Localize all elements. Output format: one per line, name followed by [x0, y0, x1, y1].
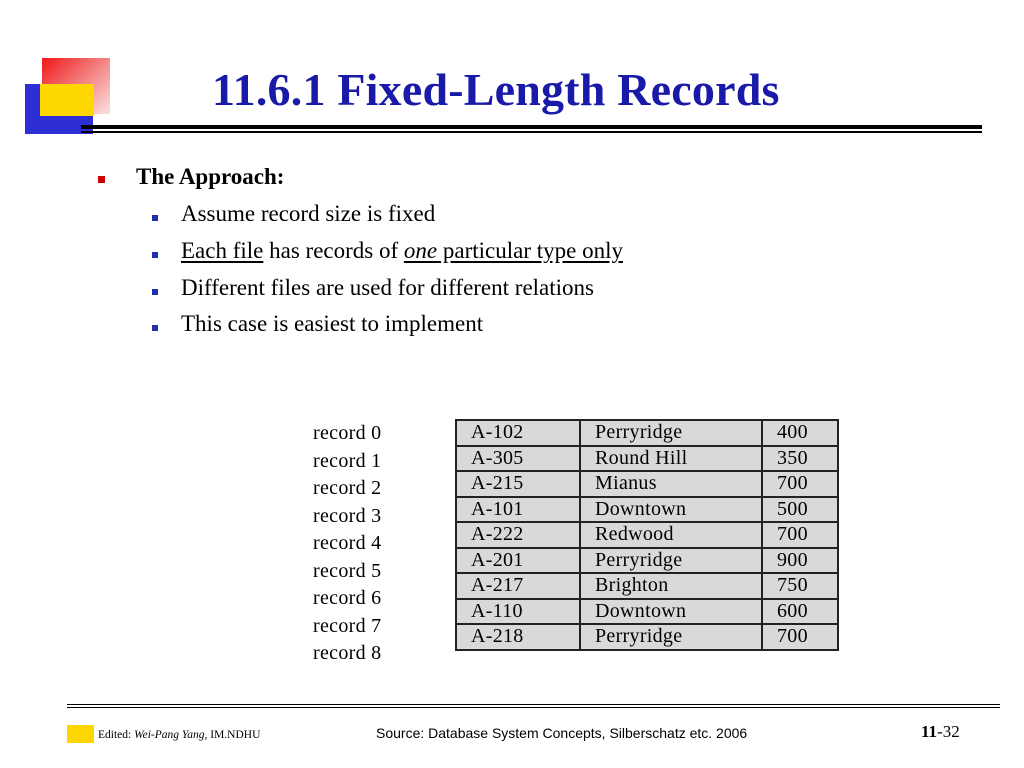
account-cell: A-102	[456, 420, 580, 446]
record-label: record 1	[313, 449, 382, 472]
branch-cell: Downtown	[580, 599, 762, 625]
sub-bullet-square-icon	[152, 325, 158, 331]
page-number	[921, 722, 960, 742]
account-cell: A-222	[456, 522, 580, 548]
logo-yellow-square	[40, 84, 94, 116]
table-row	[456, 599, 838, 625]
balance-cell: 900	[762, 548, 838, 574]
balance-cell: 750	[762, 573, 838, 599]
page-suffix: -32	[937, 722, 960, 741]
record-label: record 5	[313, 559, 382, 582]
table-row	[456, 497, 838, 523]
record-label: record 6	[313, 587, 382, 609]
sub-bullet-square-icon	[152, 215, 158, 221]
account-cell: A-215	[456, 471, 580, 497]
table-row	[456, 471, 838, 497]
edited-label: Edited:	[98, 729, 135, 741]
records-table	[455, 419, 839, 651]
bullet-fixed-size: Assume record size is fixed	[181, 201, 436, 226]
record-label: record 7	[313, 614, 382, 637]
balance-cell: 700	[762, 522, 838, 548]
title-rule-thin	[81, 131, 982, 133]
table-row	[456, 573, 838, 599]
particular-type-underlined: particular type only	[437, 238, 623, 263]
bullet-easiest: This case is easiest to implement	[181, 311, 484, 336]
footer-rule	[67, 707, 1000, 708]
account-cell: A-101	[456, 497, 580, 523]
balance-cell: 700	[762, 624, 838, 650]
branch-cell: Mianus	[580, 471, 762, 497]
record-label: record 8	[313, 642, 382, 664]
sub-bullet-square-icon	[152, 289, 158, 295]
balance-cell: 350	[762, 446, 838, 472]
footer-yellow-square	[67, 725, 94, 743]
one-emphasis: one	[403, 238, 438, 263]
branch-cell: Perryridge	[580, 420, 762, 446]
table-row	[456, 624, 838, 650]
author-name: Wei-Pang Yang,	[134, 729, 208, 741]
org-name: IM.NDHU	[207, 729, 261, 741]
title-rule-thick	[81, 125, 982, 129]
table-row	[456, 446, 838, 472]
bullet-heading: The Approach:	[136, 164, 285, 189]
balance-cell: 500	[762, 497, 838, 523]
footer-source: Source: Database System Concepts, Silberschatz etc. 2006	[376, 725, 748, 741]
each-file-text: has records of	[263, 238, 404, 263]
record-label: record 2	[313, 477, 382, 499]
record-label: record 3	[313, 504, 382, 527]
record-labels	[313, 420, 381, 668]
account-cell: A-217	[456, 573, 580, 599]
footer-edited	[98, 729, 260, 741]
branch-cell: Brighton	[580, 573, 762, 599]
branch-cell: Round Hill	[580, 446, 762, 472]
table-row	[456, 522, 838, 548]
balance-cell: 600	[762, 599, 838, 625]
table-row	[456, 420, 838, 446]
account-cell: A-201	[456, 548, 580, 574]
balance-cell: 400	[762, 420, 838, 446]
bullet-square-icon	[98, 176, 105, 183]
record-label: record 0	[313, 422, 382, 444]
sub-bullet-square-icon	[152, 252, 158, 258]
footer-rule	[67, 704, 1000, 705]
branch-cell: Perryridge	[580, 624, 762, 650]
balance-cell: 700	[762, 471, 838, 497]
account-cell: A-218	[456, 624, 580, 650]
bullet-each-file	[181, 238, 623, 264]
branch-cell: Downtown	[580, 497, 762, 523]
bullet-different-files: Different files are used for different relations	[181, 275, 594, 300]
record-label: record 4	[313, 532, 382, 554]
account-cell: A-110	[456, 599, 580, 625]
table-row	[456, 548, 838, 574]
account-cell: A-305	[456, 446, 580, 472]
chapter-number: 11	[921, 722, 938, 741]
slide-title: 11.6.1 Fixed-Length Records	[212, 64, 780, 115]
branch-cell: Redwood	[580, 522, 762, 548]
branch-cell: Perryridge	[580, 548, 762, 574]
each-file-underlined: Each file	[181, 238, 264, 263]
